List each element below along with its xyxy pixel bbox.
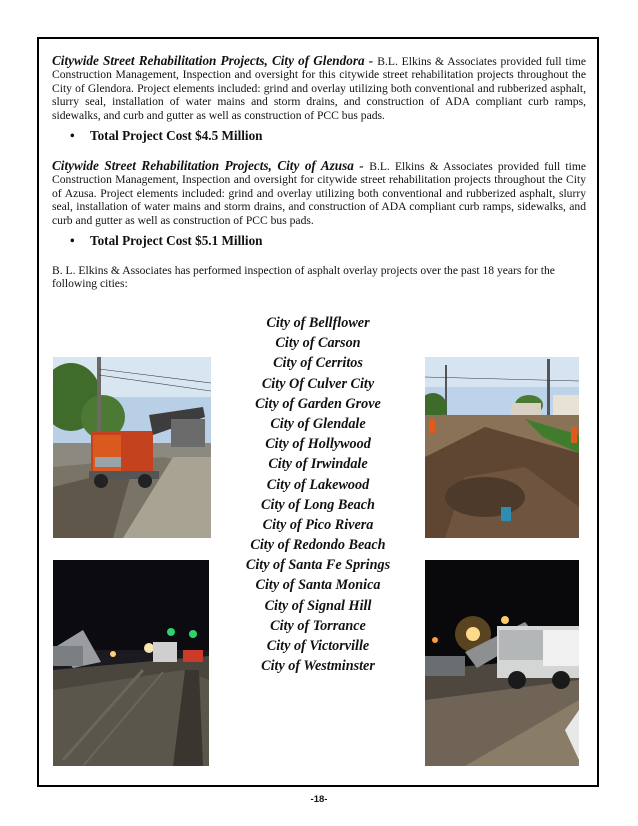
project-glendora-cost-text: Total Project Cost $4.5 Million xyxy=(90,128,263,143)
list-item: City of Victorville xyxy=(266,638,370,654)
list-item: City of Long Beach xyxy=(261,496,375,513)
project-azusa-cost xyxy=(70,233,263,249)
list-item: City of Redondo Beach xyxy=(250,537,386,554)
photo-excavation-day xyxy=(425,357,579,538)
bullet-icon: • xyxy=(70,233,75,248)
list-item: City of Santa Monica xyxy=(255,577,381,594)
photo-milling-night-right xyxy=(425,560,579,766)
list-item: City of Garden Grove xyxy=(255,395,381,412)
project-glendora-body: B.L. Elkins & Associates provided full time Construction Management, Inspection and oversight for this citywide street rehabilitation projects throughout the City of Glendora. Project elements included: grind and overlay utilizing both conventional and rubberized asphalt, slurry seal, installation of water mains and storm drains, and construction of ADA compliant curb ramps, sidewalks, and curb and gutter as well as construction of PCC bus pads. xyxy=(52,55,587,122)
project-azusa-description xyxy=(52,159,586,227)
list-item: City of Hollywood xyxy=(265,436,371,453)
project-glendora-cost xyxy=(70,128,263,144)
bullet-icon: • xyxy=(70,128,75,143)
list-item: City of Glendale xyxy=(270,415,366,432)
photo-truck-milling-day xyxy=(53,357,211,538)
page-number: -18- xyxy=(310,794,328,805)
list-item: City of Santa Fe Springs xyxy=(245,557,391,574)
list-item: City of Signal Hill xyxy=(264,597,372,614)
project-glendora-title: Citywide Street Rehabilitation Projects, City of Glendora - xyxy=(52,53,378,68)
project-azusa-cost-text: Total Project Cost $5.1 Million xyxy=(90,233,263,248)
list-item: City of Bellflower xyxy=(266,315,370,331)
photo-milling-night-left xyxy=(53,560,209,766)
project-glendora-description xyxy=(52,54,586,122)
list-item: City of Irwindale xyxy=(268,456,368,473)
list-item: City of Westminster xyxy=(261,658,375,675)
list-item: City of Pico Rivera xyxy=(262,516,374,533)
cities-list xyxy=(218,313,418,676)
project-azusa-body: B.L. Elkins & Associates provided full time Construction Management, Inspection and oversight for citywide street rehabilitation projects throughout the City of Azusa. Project elements included: grind and overlay utilizing both conventional and rubberized asphalt, slurry seal, installation of water mains and storm drains, and construction of ADA compliant curb ramps, sidewalks, and curb and gutter as well as construction of PCC bus pads. xyxy=(52,160,586,227)
cities-intro: B. L. Elkins & Associates has performed inspection of asphalt overlay projects over the past 18 years for the following cities: xyxy=(52,264,555,291)
list-item: City of Torrance xyxy=(270,617,366,634)
project-azusa-title: Citywide Street Rehabilitation Projects, City of Azusa - xyxy=(52,158,370,173)
list-item: City of Cerritos xyxy=(273,355,363,372)
list-item: City of Lakewood xyxy=(266,476,370,493)
list-item: City Of Culver City xyxy=(261,375,375,392)
list-item: City of Carson xyxy=(275,335,361,352)
